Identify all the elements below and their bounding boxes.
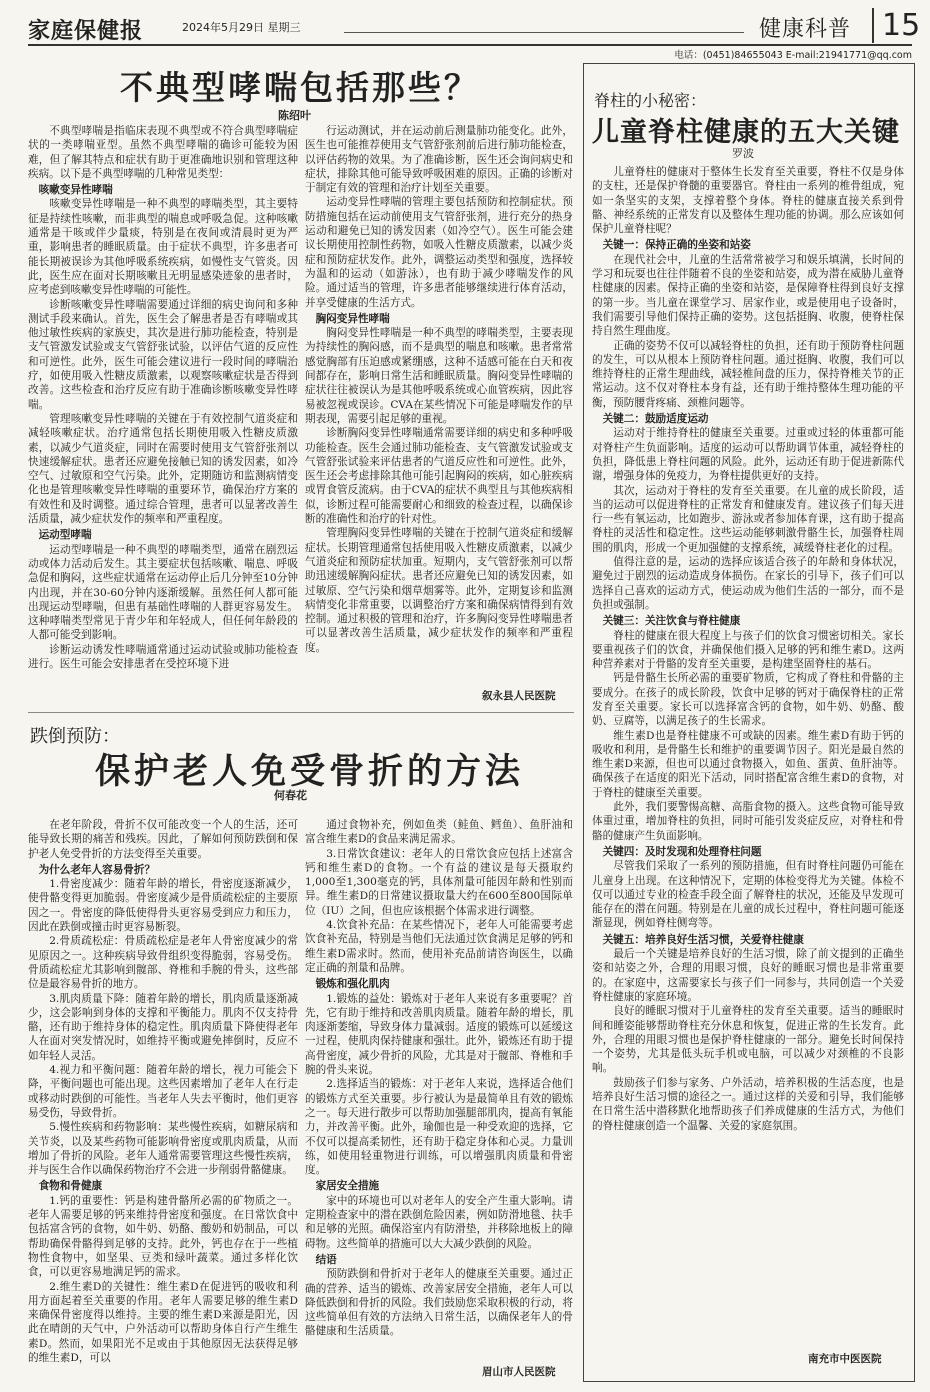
paragraph: 尽管我们采取了一系列的预防措施，但有时脊柱问题仍可能在儿童身上出现。在这种情况下，定期的体检变得尤为关键。体检不仅可以通过专业的检查手段全面了解脊柱的状况，还能及早发现可能存在的潜在问题。特别是在儿童的成长过程中，脊柱问题可能逐渐显现，例如脊柱侧弯等。 [592,860,904,930]
section-heading: 关键五：培养良好生活习惯，关爱脊柱健康 [602,933,804,946]
article1-column-2 [305,124,573,684]
paragraph: 不典型哮喘是指临床表现不典型或不符合典型哮喘症状的一类哮喘亚型。虽然不典型哮喘的确诊可能较为困难，但了解其特点和症状有助于更准确地识别和管理这种疾病。以下是不典型哮喘的几种常见类型： [28,125,298,180]
section-heading: 锻炼和强化肌肉 [315,978,390,991]
paragraph: 2.骨质疏松症：骨质疏松症是老年人骨密度减少的常见原因之一。这种疾病导致骨组织变得脆弱，容易受伤。骨质疏松症尤其影响到髋部、脊椎和手腕的骨头，这些部位是最容易骨折的地方。 [28,935,298,991]
article3-body [592,165,904,1348]
article-divider [28,712,574,713]
paragraph: 管理咳嗽变异性哮喘的关键在于有效控制气道炎症和减轻咳嗽症状。治疗通常包括长期使用吸入性糖皮质激素，以减少气道炎症，同时在需要时使用支气管舒张剂以快速缓解症状。患者还应避免接触已知的诱发因素，如冷空气、过敏原和空气污染。此外，定期随访和监测病情变化也是管理咳嗽变异性哮喘的重要环节，确保治疗方案的有效性和及时调整。通过综合管理，患者可以显著改善生活质量，减少症状发作的频率和严重程度。 [28,412,298,526]
paragraph: 诊断胸闷变异性哮喘通常需要详细的病史和多种呼吸功能检查。医生会通过肺功能检查、支气管激发试验或支气管舒张试验来评估患者的气道反应性和可逆性。此外，医生还会考虑排除其他可能引起胸闷的疾病，如心脏疾病或胃食管反流病。由于CVA的症状不典型且与其他疾病相似，诊断过程可能需要耐心和细致的检查过程，以确保诊断的准确性和治疗的针对性。 [305,427,573,526]
paragraph: 管理胸闷变异性哮喘的关键在于控制气道炎症和缓解症状。长期管理通常包括使用吸入性糖皮质激素，以减少气道炎症和预防症状加重。短期内，支气管舒张剂可以帮助迅速缓解胸闷症状。患者还应避免已知的诱发因素，如过敏原、空气污染和烟草烟雾等。此外，定期复诊和监测病情变化非常重要，以调整治疗方案和确保病情得到有效控制。通过积极的管理和治疗，许多胸闷变异性哮喘患者可以显著改善生活质量，减少症状发作的频率和严重程度。 [305,527,573,654]
paragraph: 1.锻炼的益处：锻炼对于老年人来说有多重要呢？首先，它有助于维持和改善肌肉质量。随着年龄的增长，肌肉逐渐萎缩，导致身体力量减弱。适度的锻炼可以延缓这一过程，使肌肉保持健康和强壮。此外，锻炼还有助于提高骨密度，减少骨折的风险，尤其是对于髋部、脊椎和手腕的骨头来说。 [305,992,573,1077]
section-heading: 关键三：关注饮食与脊柱健康 [602,615,741,628]
paragraph: 1.钙的重要性：钙是构建骨骼所必需的矿物质之一。老年人需要足够的钙来维持骨密度和强度。在日常饮食中包括富含钙的食物，如牛奶、奶酪、酸奶和奶制品，可以帮助确保骨骼得到足够的支持。此外，钙也存在于一些植物性食物中，如坚果、豆类和绿叶蔬菜。通过多样化饮食，可以更容易地满足钙的需求。 [28,1194,298,1279]
issue-date: 2024年5月29日 星期三 [182,21,301,34]
paragraph: 行运动测试，并在运动前后测量肺功能变化。此外，医生也可能推荐使用支气管舒张剂前后进行肺功能检查，以评估药物的效果。为了准确诊断，医生还会询问病史和症状，排除其他可能导致呼吸困难的原因。正确的诊断对于制定有效的管理和治疗计划至关重要。 [305,125,573,195]
paragraph: 3.肌肉质量下降：随着年龄的增长，肌肉质量逐渐减少，这会影响到身体的支撑和平衡能力。肌肉不仅支持骨骼，还有助于维持身体的稳定性。肌肉质量下降使得老年人在面对突发情况时，如维持平衡或避免摔倒时，反应不如年轻人灵活。 [28,992,298,1062]
page-number: 15 [872,8,920,43]
paper-name: 家庭保健报 [28,18,144,44]
paragraph: 儿童脊柱的健康对于整体生长发育至关重要，脊柱不仅是身体的支柱，还是保护脊髓的重要器官。脊柱由一系列的椎骨组成，宛如一条坚实的支架，支撑着整个身体。脊柱的健康直接关系到骨骼、神经系统的正常发育以及整体生理功能的协调。那么应该如何保护儿童脊柱呢？ [592,166,904,236]
article3-kicker: 脊柱的小秘密： [594,91,707,110]
section-heading: 结语 [315,1253,337,1266]
paragraph: 运动对于维持脊柱的健康至关重要。过重或过轻的体重都可能对脊柱产生负面影响。适度的运动可以帮助调节体重，减轻脊柱的负担，降低患上脊柱问题的风险。此外，运动还有助于促进新陈代谢，增强身体的免疫力，为脊柱提供更好的支持。 [592,427,904,483]
article1-signoff: 叙永县人民医院 [482,690,556,702]
section-heading: 为什么老年人容易骨折？ [38,863,156,876]
masthead [14,8,921,44]
paragraph: 咳嗽变异性哮喘是一种不典型的哮喘类型，其主要特征是持续性咳嗽，而非典型的喘息或呼吸急促。这种咳嗽通常是干咳或伴少量痰，特别是在夜间或清晨时更为严重，影响患者的睡眠质量。由于症状不典型，许多患者可能长期被误诊为其他呼吸系统疾病，如慢性支气管炎。因此，医生应在面对长期咳嗽且无明显感染迹象的患者时，应考虑到咳嗽变异性哮喘的可能性。 [28,198,298,297]
section-heading: 关键四：及时发现和处理脊柱问题 [602,845,762,858]
paragraph: 钙是骨骼生长所必需的重要矿物质，它构成了脊柱和骨骼的主要成分。在孩子的成长阶段，饮食中足够的钙对于确保脊柱的正常发育至关重要。家长可以选择富含钙的食物，如牛奶、奶酪、酸奶、豆腐等，以满足孩子的生长需求。 [592,672,904,728]
article2-title: 保护老人免受骨折的方法 [95,751,525,792]
section-heading: 咳嗽变异性哮喘 [38,184,113,197]
section-name: 健康科普 [759,17,852,42]
section-heading: 运动型哮喘 [38,529,92,542]
paragraph: 在现代社会中，儿童的生活常常被学习和娱乐填满，长时间的学习和玩耍也往往伴随着不良的坐姿和站姿，成为潜在威胁儿童脊柱健康的因素。保持正确的坐姿和站姿，是保障脊柱得到良好支撑的第一步。当儿童在课堂学习、居家作业，或是使用电子设备时，我们需要引导他们保持正确的姿势。这包括挺胸、收腹，使脊柱保持自然生理曲度。 [592,253,904,338]
article2-column-2 [305,818,573,1363]
masthead-underline [28,44,912,46]
paragraph: 脊柱的健康在很大程度上与孩子们的饮食习惯密切相关。家长要重视孩子们的饮食，并确保他们摄入足够的钙和维生素D。这两种营养素对于骨骼的发育至关重要，是构建坚固脊柱的基石。 [592,629,904,671]
paragraph: 4.视力和平衡问题：随着年龄的增长，视力可能会下降，平衡问题也可能出现。这些因素增加了老年人在行走或移动时跌倒的可能性。当老年人失去平衡时，他们更容易受伤，导致骨折。 [28,1064,298,1119]
section-heading: 关键一：保持正确的坐姿和站姿 [602,239,751,252]
paragraph: 通过食物补充，例如鱼类（鲑鱼、鳕鱼）、鱼肝油和富含维生素D的食品来满足需求。 [305,819,573,846]
section-heading: 关键二：鼓励适度运动 [602,413,709,426]
paragraph: 此外，我们要警惕高糖、高脂食物的摄入。这些食物可能导致体重过重，增加脊柱的负担，同时可能引发炎症反应，对脊柱和骨骼的健康产生负面影响。 [592,801,904,842]
paragraph: 预防跌倒和骨折对于老年人的健康至关重要。通过正确的营养、适当的锻炼、改善家居安全措施，老年人可以降低跌倒和骨折的风险。我们鼓励您采取积极的行动，将这些简单但有效的方法纳入日常生活，以确保老年人的骨骼健康和生活质量。 [305,1268,573,1338]
article2-author: 何春花 [274,789,307,802]
paragraph: 运动变异性哮喘的管理主要包括预防和控制症状。预防措施包括在运动前使用支气管舒张剂，进行充分的热身运动和避免已知的诱发因素（如冷空气）。医生可能会建议长期使用控制性药物，如吸入性糖皮质激素，以减少炎症和预防症状发作。此外，调整运动类型和强度，选择较为温和的运动（如游泳），也有助于减少哮喘发作的风险。通过适当的管理，许多患者能够继续进行体育活动，并享受健康的生活方式。 [305,196,573,309]
paragraph: 其次，运动对于脊柱的发育至关重要。在儿童的成长阶段，适当的运动可以促进脊柱的正常发育和健康发育。建议孩子们每天进行一些有氧运动，比如跑步、游泳或者参加体育课，这有助于提高脊柱的灵活性和稳定性。这些运动能够刺激骨骼生长，加强脊柱周围的肌肉，形成一个更加强健的支撑系统，减缓脊柱老化的过程。 [592,484,904,554]
paragraph: 3.日常饮食建议：老年人的日常饮食应包括上述富含钙和维生素D的食物。一个有益的建议是每天摄取约1,000至1,300毫克的钙，具体剂量可能因年龄和性别而异。维生素D的日常建议摄取量大约在600至800国际单位（IU）之间，但也应该根据个体需求进行调整。 [305,847,573,917]
article2-kicker: 跌倒预防： [30,726,120,747]
article1-column-1 [28,124,298,699]
article1-author: 陈绍叶 [278,109,311,122]
section-heading: 家居安全措施 [315,1180,380,1193]
paragraph: 正确的姿势不仅可以减轻脊柱的负担，还有助于预防脊柱问题的发生，可以从根本上预防脊柱问题。通过挺胸、收腹，我们可以维持脊柱的正常生理曲线，减轻椎间盘的压力，保持脊椎关节的正常运动。这不仅对脊柱本身有益，还有助于维持整体生理功能的平衡，预防腰背疼痛、颈椎问题等。 [592,339,904,409]
paragraph: 维生素D也是脊柱健康不可或缺的因素。维生素D有助于钙的吸收和利用，是骨骼生长和维护的重要调节因子。阳光是最自然的维生素D来源，但也可以通过食物摄入，如鱼、蛋黄、鱼肝油等。确保孩子在适度的阳光下活动，同时搭配富含维生素D的食物，对于脊柱的健康至关重要。 [592,729,904,799]
paragraph: 值得注意的是，运动的选择应该适合孩子的年龄和身体状况，避免过于剧烈的运动造成身体损伤。在家长的引导下，孩子们可以选择自己喜欢的运动方式，使运动成为他们生活的一部分，而不是负担或强制。 [592,556,904,611]
masthead-rule [344,32,744,33]
section-heading: 胸闷变异性哮喘 [315,312,390,325]
paragraph: 2.选择适当的锻炼：对于老年人来说，选择适合他们的锻炼方式至关重要。步行被认为是最简单且有效的锻炼之一。每天进行散步可以帮助加强腿部肌肉，提高有氧能力，并改善平衡。此外，瑜伽也是一种受欢迎的选择，它不仅可以提高柔韧性，还有助于稳定身体和心灵。力量训练，如使用轻重物进行训练，可以增强肌肉质量和骨密度。 [305,1078,573,1177]
article2-signoff: 眉山市人民医院 [482,1366,556,1378]
article3-signoff: 南充市中医医院 [808,1353,882,1365]
paragraph: 在老年阶段，骨折不仅可能改变一个人的生活，还可能导致长期的痛苦和残疾。因此，了解如何预防跌倒和保护老人免受骨折的方法变得至关重要。 [28,819,298,860]
paragraph: 5.慢性疾病和药物影响：某些慢性疾病，如糖尿病和关节炎，以及某些药物可能影响骨密度或肌肉质量，从而增加了骨折的风险。老年人通常需要管理这些慢性疾病，并与医生合作以确保药物治疗不会进一步削弱骨骼健康。 [28,1121,298,1177]
contact-info: 电话：(0451)84655043 E-mail:21941771@qq.com [674,50,912,61]
paragraph: 1.骨密度减少：随着年龄的增长，骨密度逐渐减少，使骨骼变得更加脆弱。骨密度减少是骨质疏松症的主要原因之一。骨密度的降低使得骨头更容易受到应力和压力，因此在跌倒或撞击时更容易断裂。 [28,878,298,934]
section-heading: 食物和骨健康 [38,1180,103,1193]
paragraph: 最后一个关键是培养良好的生活习惯，除了前文提到的正确坐姿和站姿之外，合理的用眼习惯，良好的睡眠习惯也是非常重要的。在家庭中，这需要家长与孩子们一同参与，共同创造一个关爱脊柱健康的家庭环境。 [592,948,904,1003]
paragraph: 良好的睡眠习惯对于儿童脊柱的发育至关重要。适当的睡眠时间和睡姿能够帮助脊柱充分休息和恢复，促进正常的生长发育。此外，合理的用眼习惯也是保护脊柱健康的一部分。避免长时间保持一个姿势，尤其是低头玩手机或电脑，可以减少对颈椎的不良影响。 [592,1005,904,1075]
article1-title: 不典型哮喘包括那些？ [120,68,480,107]
article3-author: 罗波 [732,147,754,160]
paragraph: 家中的环境也可以对老年人的安全产生重大影响。请定期检查家中的潜在跌倒危险因素，例如防滑地毯、扶手和足够的光照。确保浴室内有防滑垫，并移除地板上的障碍物。这些简单的措施可以大大减少跌倒的风险。 [305,1194,573,1250]
paragraph: 运动型哮喘是一种不典型的哮喘类型，通常在剧烈运动或体力活动后发生。其主要症状包括咳嗽、喘息、呼吸急促和胸闷，这些症状通常在运动停止后几分钟至10分钟内出现，并在30-60分钟内逐渐缓解。虽然任何人都可能出现运动型哮喘，但患有基础性哮喘的人群更容易发生。这种哮喘类型常见于青少年和年轻成人，但任何年龄段的人都可能受到影响。 [28,543,298,642]
paragraph: 4.饮食补充品：在某些情况下，老年人可能需要考虑饮食补充品，特别是当他们无法通过饮食满足足够的钙和维生素D需求时。然而，使用补充品前请咨询医生，以确定正确的剂量和品牌。 [305,919,573,974]
paragraph: 诊断运动诱发性哮喘通常通过运动试验或肺功能检查进行。医生可能会安排患者在受控环境下进 [28,643,298,670]
paragraph: 胸闷变异性哮喘是一种不典型的哮喘类型，主要表现为持续性的胸闷感，而不是典型的喘息和咳嗽。患者常常感觉胸部有压迫感或紧绷感，这种不适感可能在白天和夜间都存在，影响日常生活和睡眠质量。胸闷变异性哮喘的症状往往被误认为是其他呼吸系统或心血管疾病，因此容易被忽视或误诊。CVA在某些情况下可能是哮喘发作的早期表现，需要引起足够的重视。 [305,327,573,425]
article2-column-1 [28,818,298,1380]
paragraph: 诊断咳嗽变异性哮喘需要通过详细的病史询问和多种测试手段来确认。首先，医生会了解患者是否有哮喘或其他过敏性疾病的家族史，其次是进行肺功能检查，特别是支气管激发试验或支气管舒张试验，以评估气道的反应性和可逆性。此外，医生可能会建议进行一段时间的哮喘治疗，如使用吸入性糖皮质激素，以观察咳嗽症状是否得到改善。这些检查和治疗反应有助于准确诊断咳嗽变异性哮喘。 [28,298,298,411]
paragraph: 鼓励孩子们参与家务、户外活动，培养积极的生活态度，也是培养良好生活习惯的途径之一。通过这样的关爱和引导，我们能够在日常生活中潜移默化地帮助孩子们养成健康的生活方式，为他们的脊柱健康创造一个温馨、关爱的家庭氛围。 [592,1076,904,1132]
article3-title: 儿童脊柱健康的五大关键 [592,117,900,148]
paragraph: 2.维生素D的关键性：维生素D在促进钙的吸收和利用方面起着至关重要的作用。老年人需要足够的维生素D来确保骨密度得以维持。主要的维生素D来源是阳光，因此在晴朗的天气中，户外活动可以帮助身体自行产生维生素D。然而，如果阳光不足或由于其他原因无法获得足够的维生素D，可以 [28,1280,298,1364]
